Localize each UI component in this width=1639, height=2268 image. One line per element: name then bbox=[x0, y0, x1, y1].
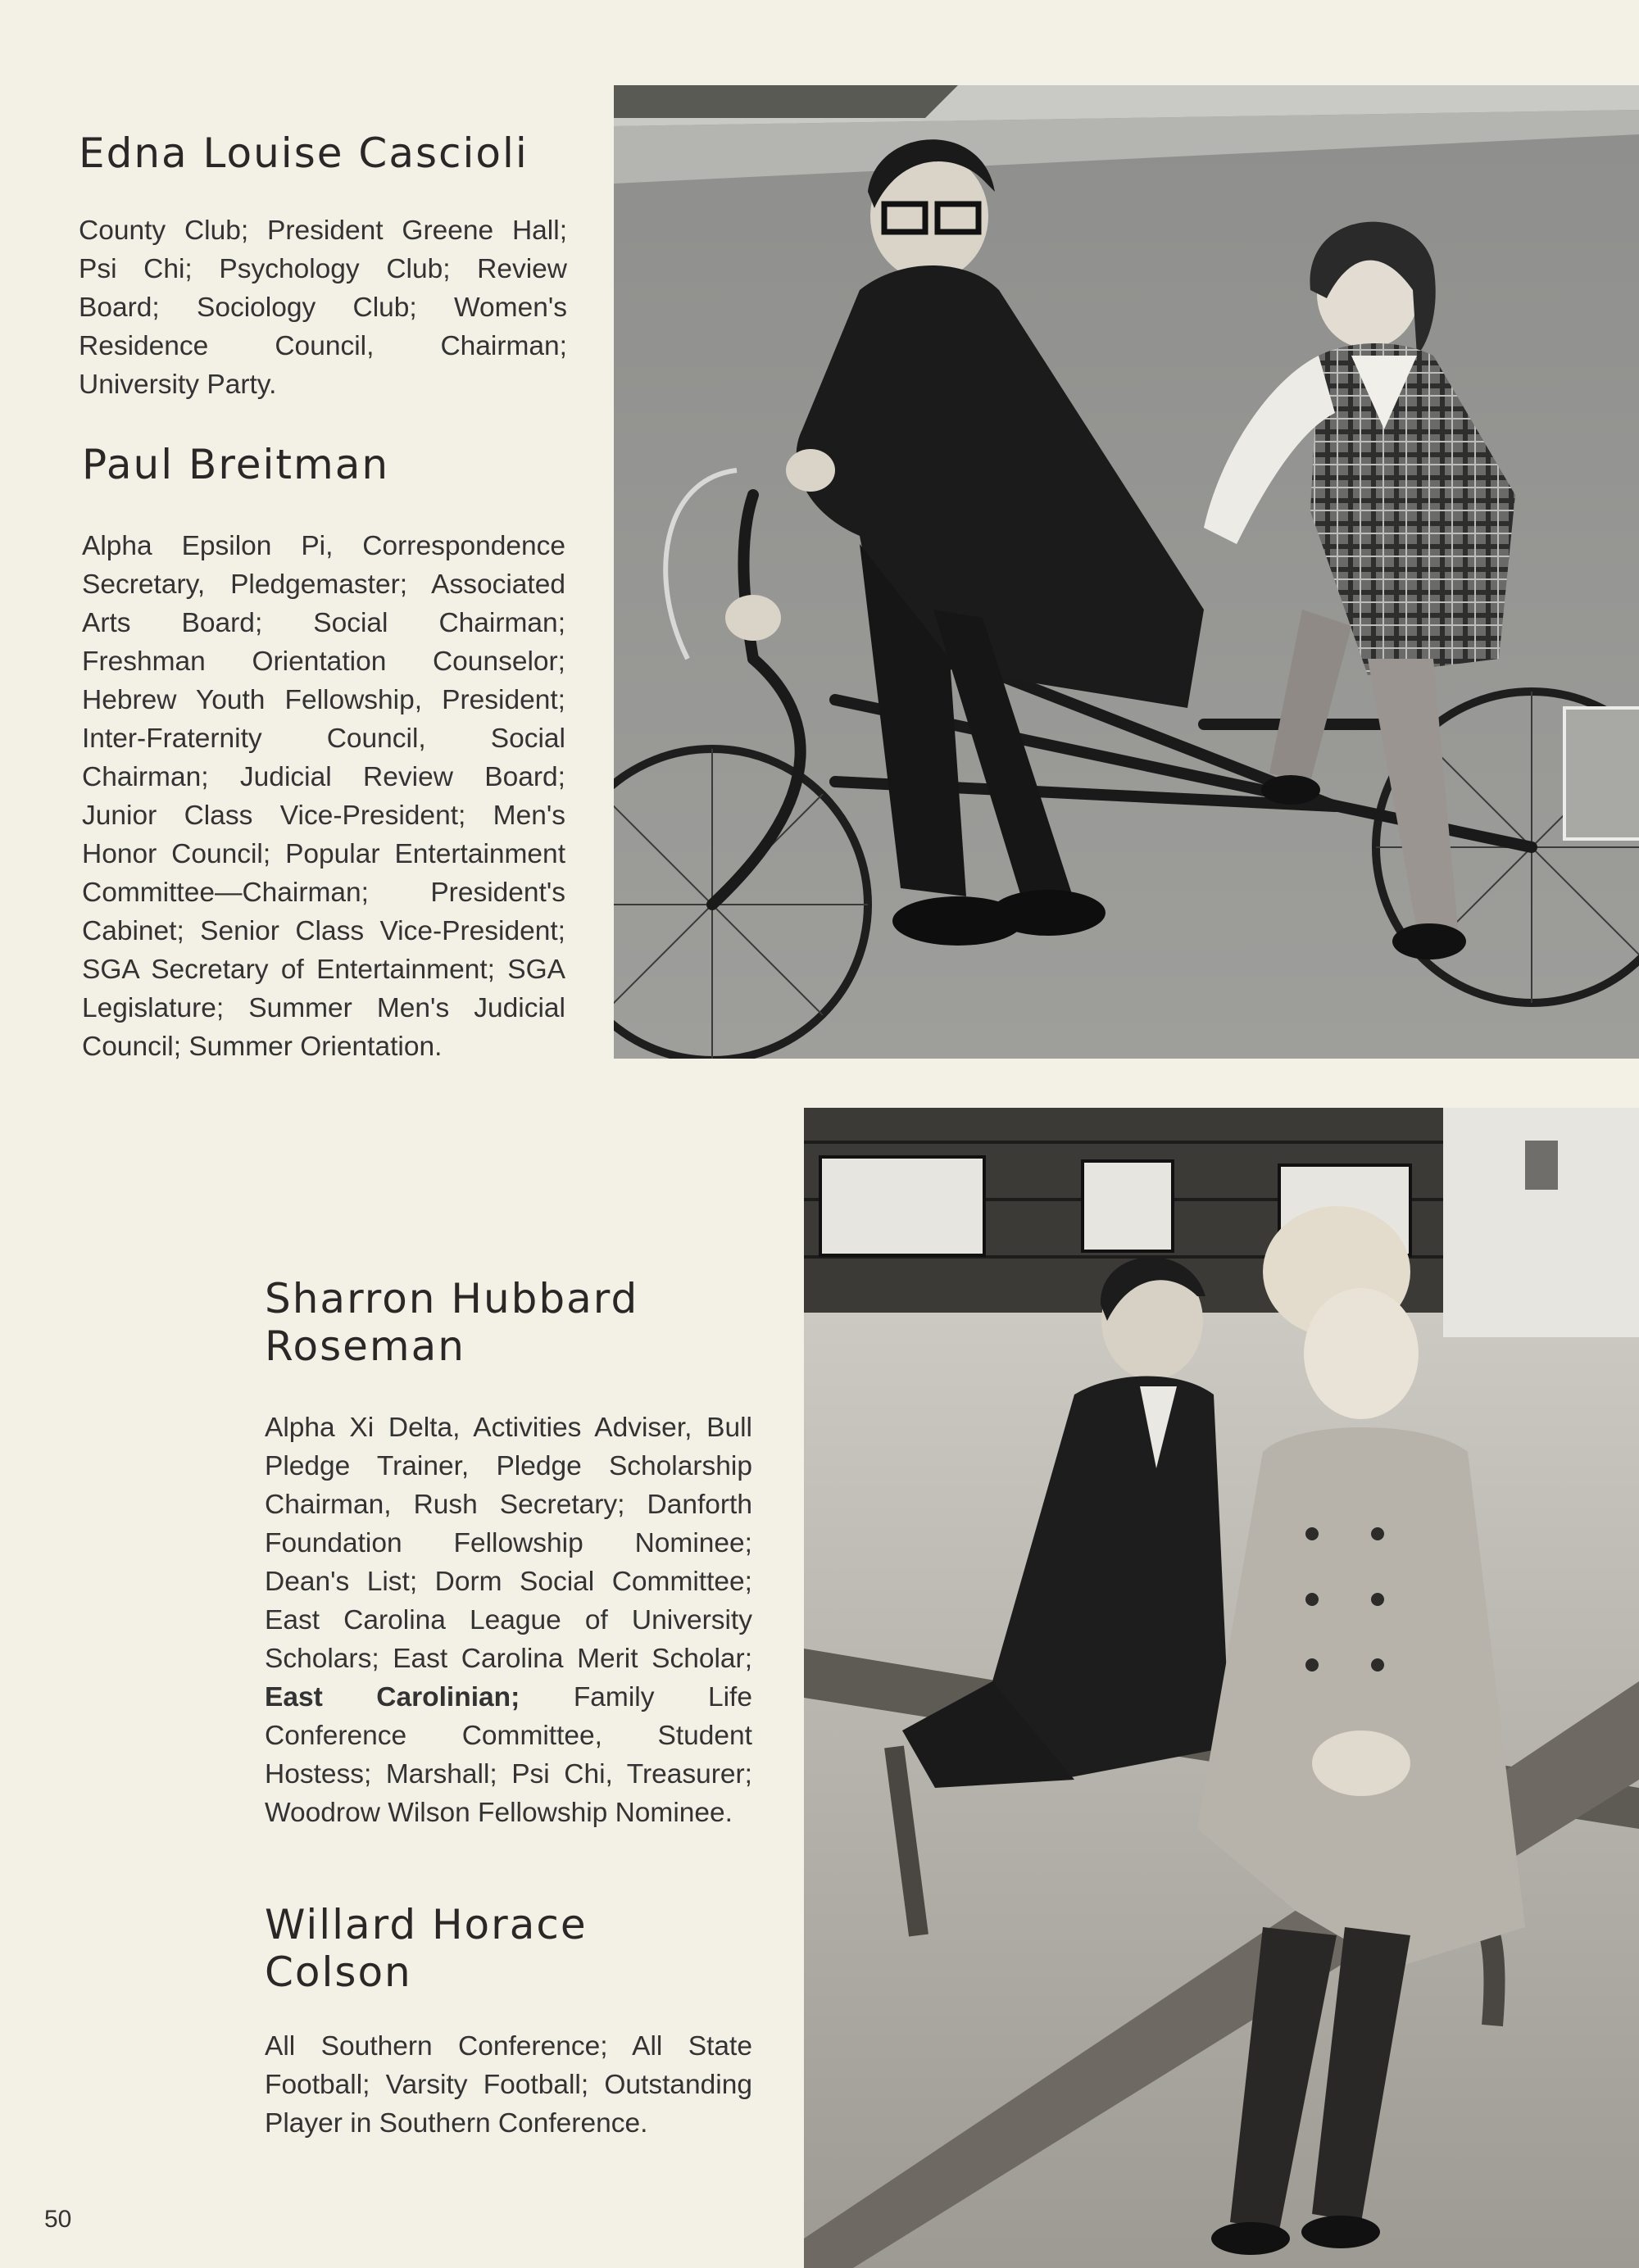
entry-edna-cascioli bbox=[79, 129, 567, 404]
entry-name-line1: Willard Horace bbox=[265, 1901, 588, 1948]
entry-paul-breitman bbox=[82, 441, 565, 1066]
entry-bio-part2: Family Life Conference Committee, Student Hostess; Marshall; Psi Chi, Treasurer; Woodrow Wilson Fellowship Nominee. bbox=[265, 1682, 752, 1828]
entry-name bbox=[265, 1901, 752, 1996]
entry-bio bbox=[265, 1408, 752, 1832]
entry-bio-bold: East Carolinian; bbox=[265, 1682, 520, 1712]
seesaw-photo bbox=[804, 1108, 1639, 2268]
seesaw-illustration bbox=[804, 1108, 1639, 2268]
entry-bio: Alpha Epsilon Pi, Correspondence Secretary, Pledgemaster; Associated Arts Board; Social Chairman; Freshman Orientation Counselor; Hebrew Youth Fellowship, President; Inter-Fraternity Council, Social Chairman; Judicial Review Board; Junior Class Vice-President; Men's Honor Council; Popular Entertainment Committee—Chairman; President's Cabinet; Senior Class Vice-President; SGA Secretary of Entertainment; SGA Legislature; Summer Men's Judicial Council; Summer Orientation. bbox=[82, 531, 565, 1062]
entry-name-line2: Roseman bbox=[265, 1322, 465, 1370]
entry-name bbox=[265, 1275, 752, 1370]
entry-name: Edna Louise Cascioli bbox=[79, 129, 529, 177]
entry-name: Paul Breitman bbox=[82, 441, 390, 488]
tandem-bicycle-photo bbox=[614, 85, 1639, 1059]
entry-bio: All Southern Conference; All State Football; Varsity Football; Outstanding Player in Southern Conference. bbox=[265, 2031, 752, 2139]
entry-name-line2: Colson bbox=[265, 1948, 412, 1996]
entry-bio-part1: Alpha Xi Delta, Activities Adviser, Bull Pledge Trainer, Pledge Scholarship Chairman, Rush Secretary; Danforth Foundation Fellowship Nominee; Dean's List; Dorm Social Committee; East Carolina League of University Scholars; East Carolina Merit Scholar; bbox=[265, 1413, 752, 1674]
entry-sharron-roseman bbox=[265, 1275, 752, 1832]
entry-willard-colson bbox=[265, 1901, 752, 2143]
tandem-bicycle-illustration bbox=[614, 85, 1639, 1059]
entry-name-line1: Sharron Hubbard bbox=[265, 1275, 639, 1322]
page-number: 50 bbox=[44, 2206, 72, 2233]
entry-bio: County Club; President Greene Hall; Psi Chi; Psychology Club; Review Board; Sociology Club; Women's Residence Council, Chairman; University Party. bbox=[79, 215, 567, 400]
